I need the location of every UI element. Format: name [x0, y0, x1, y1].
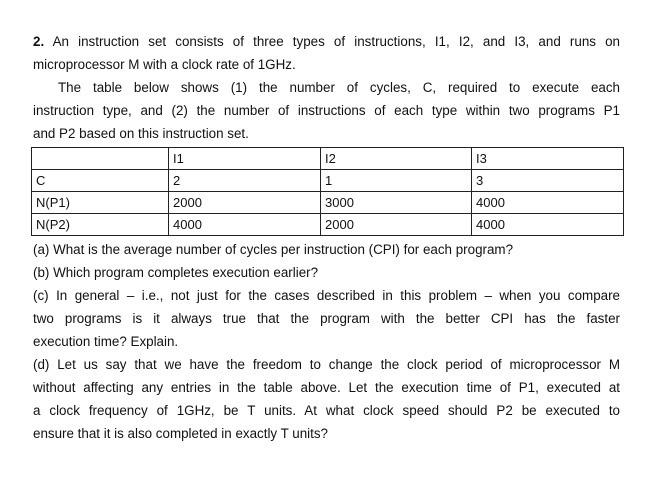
intro-line-1 [33, 30, 620, 53]
table-cell: C [32, 170, 169, 192]
table-cell: 1 [321, 170, 472, 192]
table-cell: 3000 [321, 192, 472, 214]
table-intro-line-1: The table below shows (1) the number of cycles, C, required to execute each [58, 80, 620, 95]
question-document [33, 30, 620, 445]
table-cell: 2000 [321, 214, 472, 236]
part-d-line-4: ensure that it is also completed in exactly T units? [33, 426, 328, 441]
table-cell: 4000 [472, 192, 624, 214]
intro-text-1: An instruction set consists of three types of instructions, I1, I2, and I3, and runs on [52, 34, 620, 49]
intro-line-2: microprocessor M with a clock rate of 1GHz. [33, 57, 296, 72]
cycles-instructions-table [31, 147, 624, 236]
table-intro-line-2: instruction type, and (2) the number of instructions of each type within two programs P1 [33, 103, 620, 118]
table-cell: 2000 [169, 192, 321, 214]
question-number: 2. [33, 34, 45, 49]
table-intro-line-3: and P2 based on this instruction set. [33, 126, 249, 141]
table-cell: 2 [169, 170, 321, 192]
part-c-line-3: execution time? Explain. [33, 334, 179, 349]
table-cell: 3 [472, 170, 624, 192]
part-d-line-1: (d) Let us say that we have the freedom to change the clock period of microprocessor M [33, 357, 620, 372]
table-header-cell: I1 [169, 148, 321, 170]
table-cell: 4000 [169, 214, 321, 236]
table-header-row [32, 148, 624, 170]
table-cell: N(P2) [32, 214, 169, 236]
table-row [32, 170, 624, 192]
table-row [32, 192, 624, 214]
table-row [32, 214, 624, 236]
part-d-line-3: a clock frequency of 1GHz, be T units. At what clock speed should P2 be executed to [33, 403, 620, 418]
part-b: (b) Which program completes execution earlier? [33, 265, 319, 280]
part-d-line-2: without affecting any entries in the table above. Let the execution time of P1, executed at [33, 380, 620, 395]
part-c-line-1: (c) In general – i.e., not just for the cases described in this problem – when you compare [33, 288, 620, 303]
table-header-cell [32, 148, 169, 170]
part-c-line-2: two programs is it always true that the program with the better CPI has the faster [33, 311, 620, 326]
part-a: (a) What is the average number of cycles per instruction (CPI) for each program? [33, 242, 514, 257]
table-cell: 4000 [472, 214, 624, 236]
table-header-cell: I2 [321, 148, 472, 170]
table-header-cell: I3 [472, 148, 624, 170]
table-cell: N(P1) [32, 192, 169, 214]
